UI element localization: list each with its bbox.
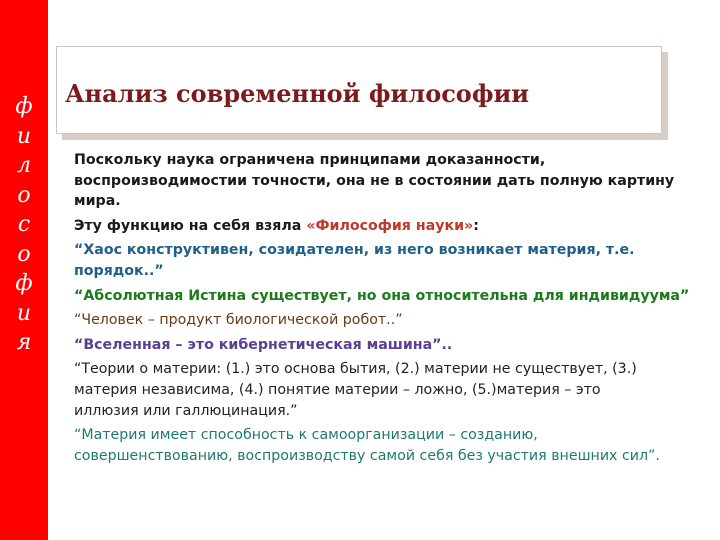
quote-human xyxy=(74,310,720,331)
text-line: “Абсолютная Истина существует, но она относительна для индивидуума” xyxy=(74,287,690,304)
side-bar xyxy=(0,0,48,540)
vertical-letter: ф xyxy=(15,271,33,296)
text-prefix: Эту функцию на себя взяла xyxy=(74,217,307,234)
text-line: иллюзия или галлюцинация.” xyxy=(74,402,298,419)
vertical-letter: о xyxy=(17,241,31,267)
text-suffix: : xyxy=(473,217,479,234)
vertical-letter: о xyxy=(17,182,31,208)
text-line: “Материя имеет способность к самоорганизации – созданию, xyxy=(74,427,538,444)
text-line: “Вселенная – это кибернетическая машина”.. xyxy=(74,336,453,353)
vertical-letter: и xyxy=(16,123,32,149)
vertical-letter: и xyxy=(16,300,32,326)
text-line: Поскольку наука ограничена принципами доказанности, xyxy=(74,152,546,168)
quote-chaos xyxy=(74,240,720,281)
vertical-letter: с xyxy=(17,212,31,237)
text-line: воспроизводимостии точности, она не в состоянии дать полную картину xyxy=(74,172,675,189)
vertical-letter: л xyxy=(16,153,31,178)
quote-self-organization xyxy=(74,425,720,466)
paragraph-philosophy-of-science xyxy=(74,216,720,237)
quote-universe xyxy=(74,335,720,356)
text-line: “Теории о материи: (1.) это основа бытия, (2.) материи не существует, (3.) xyxy=(74,361,637,378)
content-body xyxy=(74,150,720,466)
page-title: Анализ современной философии xyxy=(65,79,530,108)
title-box xyxy=(56,46,662,134)
text-line: материя независима, (4.) понятие материи – ложно, (5.)материя – это xyxy=(74,381,601,398)
text-line: порядок..” xyxy=(74,262,164,279)
quote-matter-theories xyxy=(74,359,720,421)
text-line: совершенствованию, воспроизводству самой себя без участия внешних сил”. xyxy=(74,447,660,464)
vertical-letter: я xyxy=(16,330,32,355)
highlight-term: «Философия науки» xyxy=(306,217,474,234)
vertical-word xyxy=(0,92,48,358)
text-line: “Хаос конструктивен, созидателен, из него возникает материя, т.е. xyxy=(74,242,635,259)
paragraph-intro xyxy=(74,150,720,212)
text-line: мира. xyxy=(74,193,121,210)
vertical-letter: ф xyxy=(15,94,33,119)
text-line: “Человек – продукт биологической робот..” xyxy=(74,312,403,329)
quote-absolute-truth xyxy=(74,286,720,307)
